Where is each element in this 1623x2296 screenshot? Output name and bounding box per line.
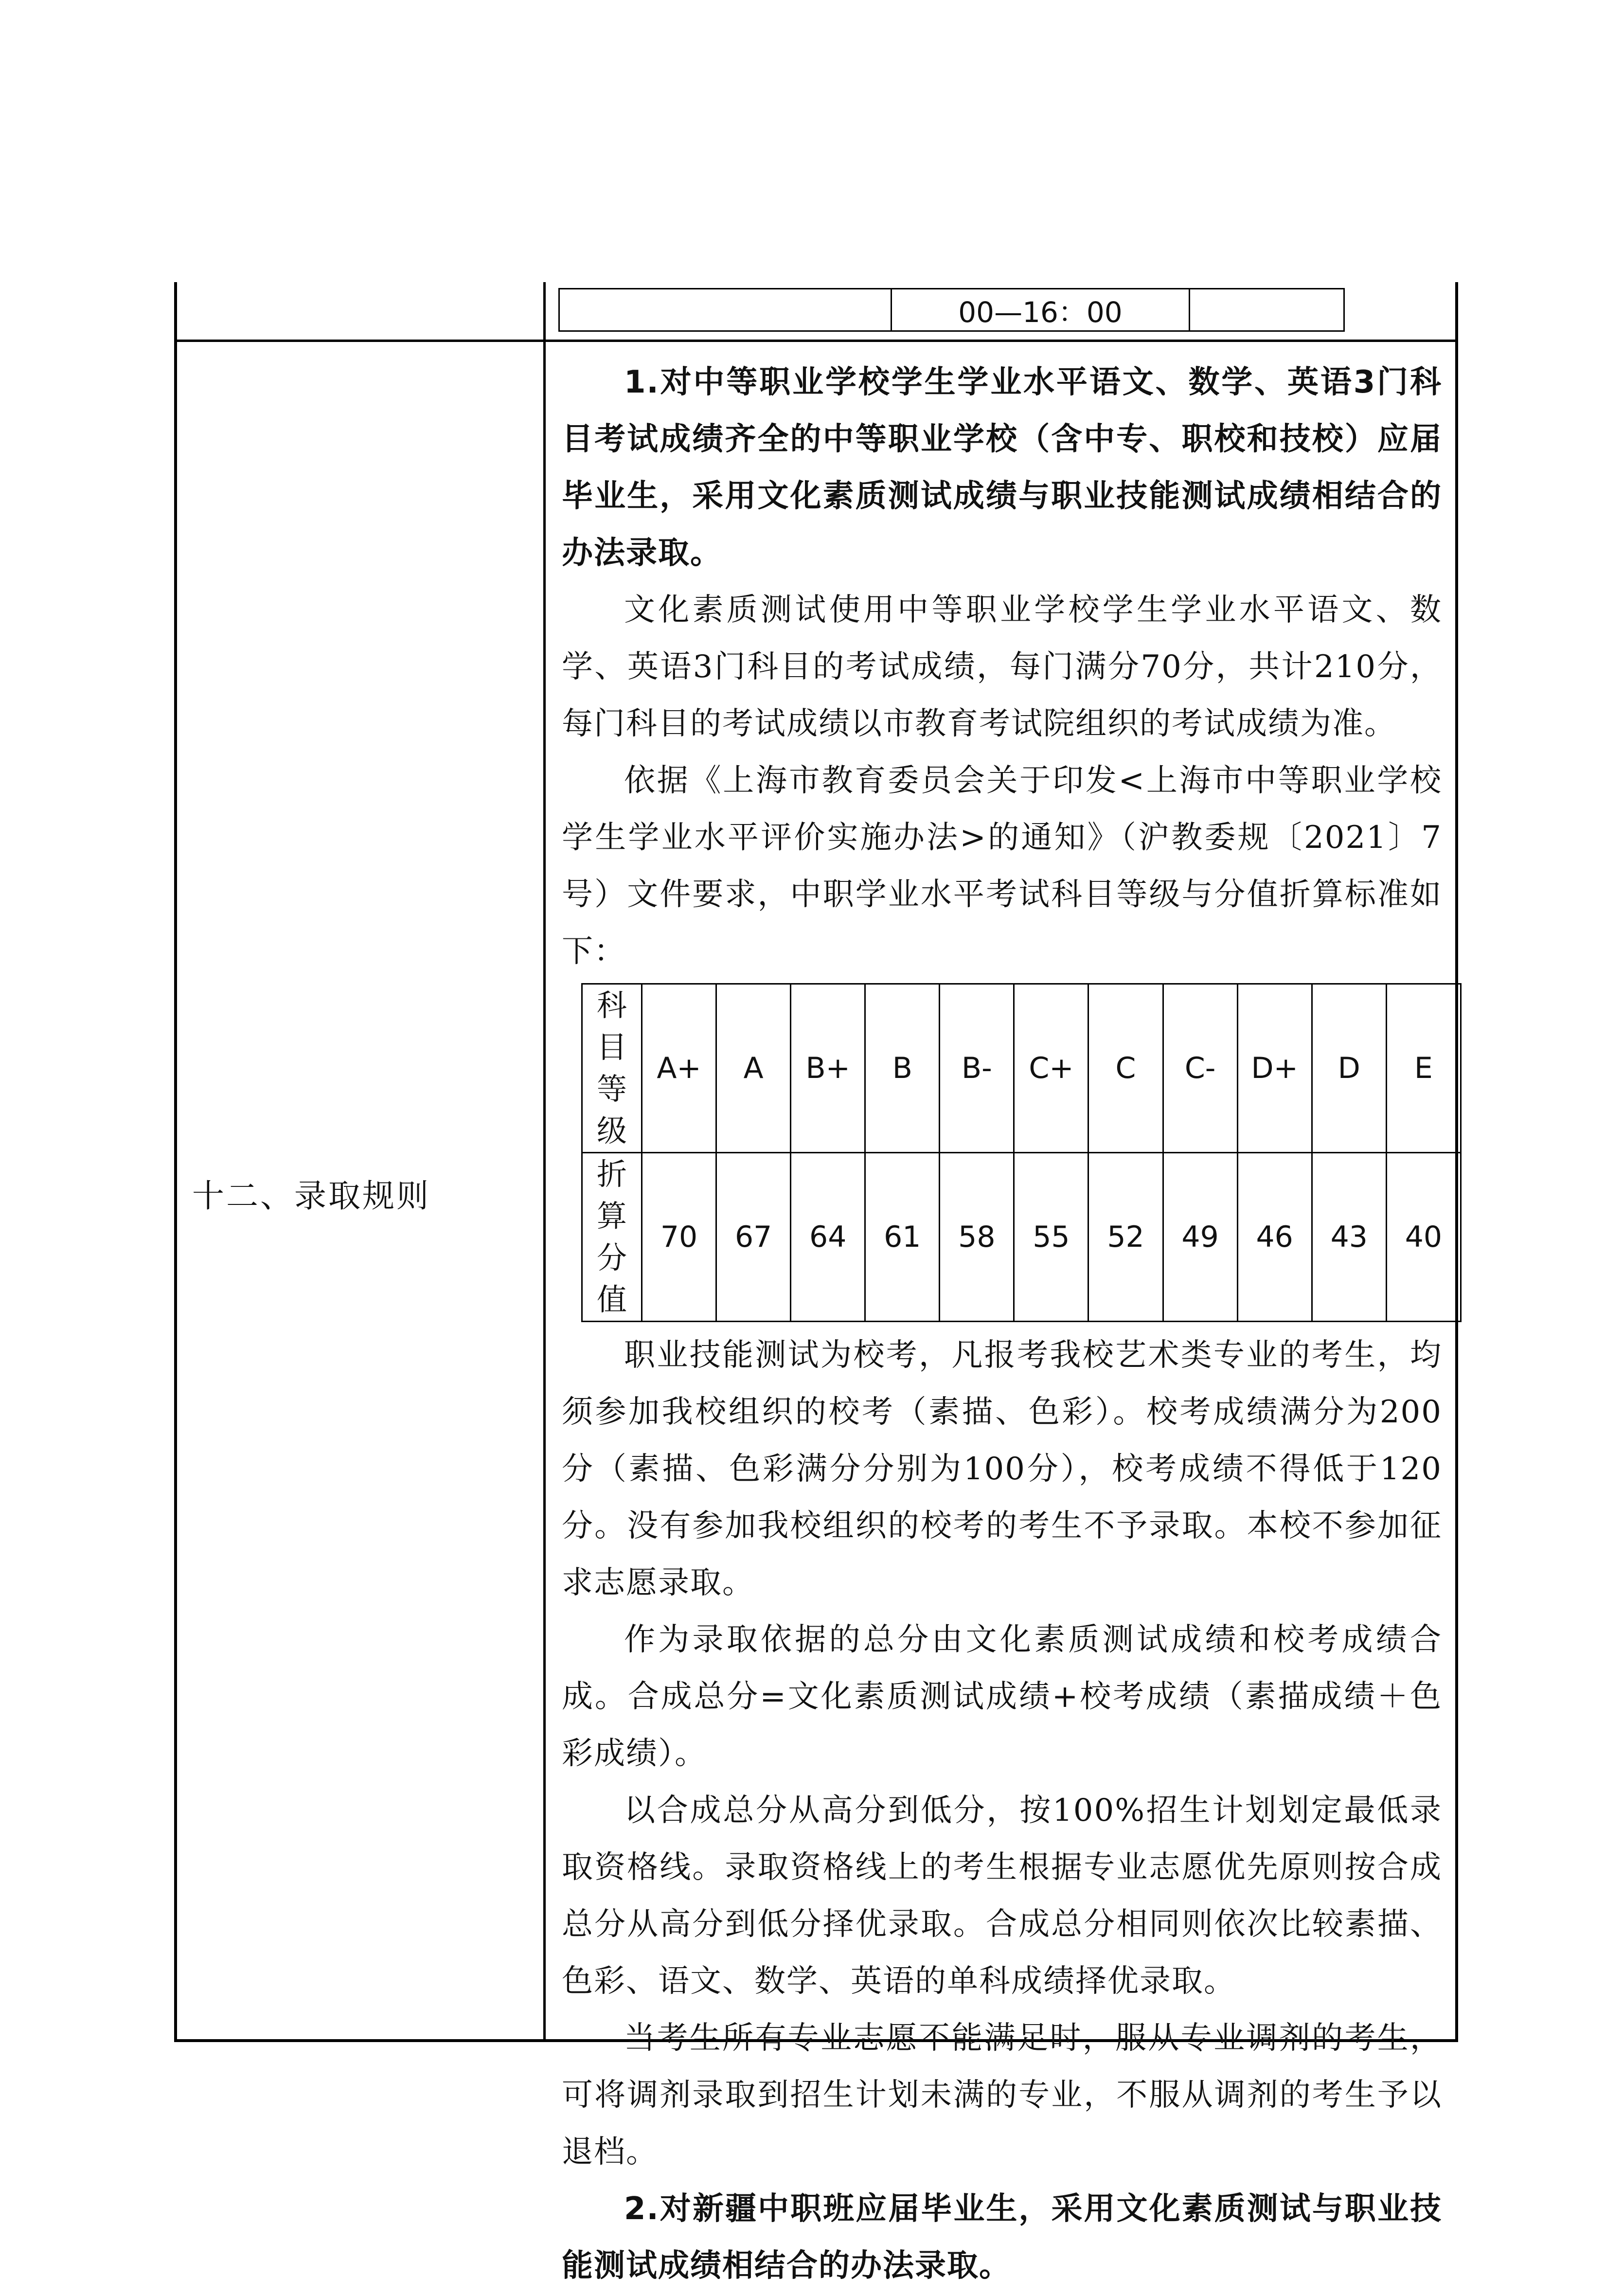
- rules-content: [562, 354, 1442, 2295]
- section-label: 十二、录取规则: [192, 1177, 430, 1215]
- score-row-label: 折算分值: [582, 1153, 642, 1322]
- score-cell: 64: [791, 1153, 865, 1322]
- grade-cell: B: [865, 984, 940, 1153]
- score-cell: 61: [865, 1153, 940, 1322]
- paragraph-8: 2.对新疆中职班应届毕业生，采用文化素质测试与职业技能测试成绩相结合的办法录取。: [562, 2191, 1442, 2284]
- grade-conversion-table: [581, 983, 1462, 1322]
- grade-cell: C+: [1014, 984, 1088, 1153]
- score-cell: 55: [1014, 1153, 1088, 1322]
- grade-cell: C: [1088, 984, 1163, 1153]
- grade-cell: E: [1386, 984, 1461, 1153]
- score-cell: 49: [1163, 1153, 1237, 1322]
- score-cell: 52: [1088, 1153, 1163, 1322]
- score-cell: 70: [642, 1153, 716, 1322]
- score-cell: 67: [716, 1153, 791, 1322]
- grade-cell: B-: [940, 984, 1014, 1153]
- paragraph-5: 作为录取依据的总分由文化素质测试成绩和校考成绩合成。合成总分=文化素质测试成绩+校考成绩（素描成绩＋色彩成绩）。: [562, 1622, 1442, 1772]
- paragraph-3: 依据《上海市教育委员会关于印发<上海市中等职业学校学生学业水平评价实施办法>的通知》（沪教委规〔2021〕7号）文件要求，中职学业水平考试科目等级与分值折算标准如下：: [562, 763, 1442, 969]
- grade-cell: A: [716, 984, 791, 1153]
- paragraph-1: 1.对中等职业学校学生学业水平语文、数学、英语3门科目考试成绩齐全的中等职业学校（含中专、职校和技校）应届毕业生，采用文化素质测试成绩与职业技能测试成绩相结合的办法录取。: [562, 364, 1442, 571]
- paragraph-4: 职业技能测试为校考，凡报考我校艺术类专业的考生，均须参加我校组织的校考（素描、色彩）。校考成绩满分为200分（素描、色彩满分分别为100分），校考成绩不得低于120分。没有参加我校组织的校考的考生不予录取。本校不参加征求志愿录取。: [562, 1337, 1442, 1601]
- score-cell: 58: [940, 1153, 1014, 1322]
- prev-row-cell-empty-2: [1190, 289, 1344, 331]
- paragraph-7: 当考生所有专业志愿不能满足时，服从专业调剂的考生，可将调剂录取到招生计划未满的专业，不服从调剂的考生予以退档。: [562, 2020, 1442, 2170]
- grade-cell: D+: [1237, 984, 1312, 1153]
- score-cell: 40: [1386, 1153, 1461, 1322]
- paragraph-6: 以合成总分从高分到低分，按100%招生计划划定最低录取资格线。录取资格线上的考生根据专业志愿优先原则按合成总分从高分到低分择优录取。合成总分相同则依次比较素描、色彩、语文、数学、英语的单科成绩择优录取。: [562, 1793, 1442, 1999]
- score-cell: 43: [1312, 1153, 1386, 1322]
- row-divider: [174, 340, 1458, 342]
- grade-row-label: 科目等级: [582, 984, 642, 1153]
- prev-row-time: 00—16：00: [892, 289, 1190, 331]
- previous-row-table: [558, 288, 1345, 332]
- grade-cell: C-: [1163, 984, 1237, 1153]
- grade-cell: A+: [642, 984, 716, 1153]
- column-divider: [543, 282, 546, 2042]
- grade-cell: D: [1312, 984, 1386, 1153]
- grade-row: [582, 984, 1461, 1153]
- paragraph-2: 文化素质测试使用中等职业学校学生学业水平语文、数学、英语3门科目的考试成绩，每门满分70分，共计210分，每门科目的考试成绩以市教育考试院组织的考试成绩为准。: [562, 592, 1442, 742]
- score-cell: 46: [1237, 1153, 1312, 1322]
- score-row: [582, 1153, 1461, 1322]
- prev-row-cell-empty: [559, 289, 892, 331]
- grade-cell: B+: [791, 984, 865, 1153]
